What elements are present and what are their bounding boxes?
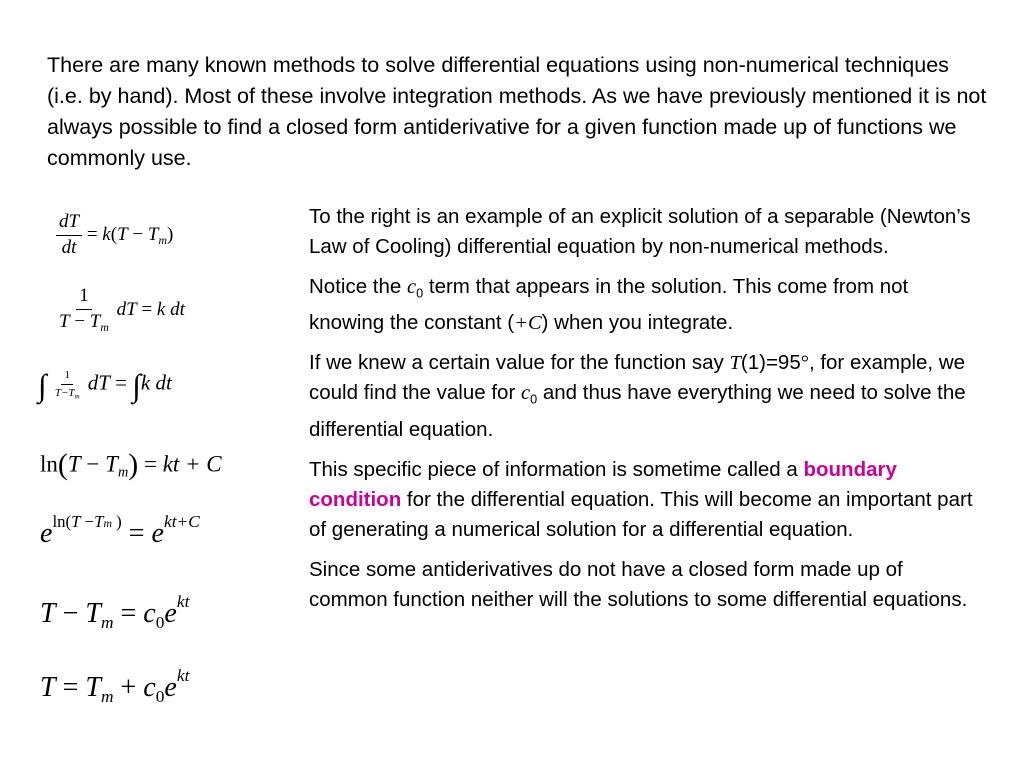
equation-6: $T - T_m = c_0e^{kt}$ (40, 592, 190, 632)
equation-2: $\frac{1}{T - T_m}$ dT = k dt (59, 285, 185, 334)
equation-1: $\frac{dT}{dt}$ = $k(T - T_m)$ (56, 212, 173, 259)
paragraph-example: To the right is an example of an explicit solution of a separable (Newton’s Law of Cooling) differential equation by non-numerical methods. (309, 205, 971, 258)
paragraph-known-value: If we knew a certain value for the function say T(1)=95°, for example, we could find the value for $c_0$ and thus have everything we need to solve the differential equation. (309, 351, 966, 441)
equation-column (0, 0, 300, 768)
equation-3: ∫ $\frac{1}{T-T_m}$ dT = ∫k dt (38, 368, 172, 403)
explanation-column (309, 202, 974, 625)
boundary-condition-term: boundary condition (309, 457, 897, 511)
paragraph-boundary-condition: This specific piece of information is sometime called a boundary condition for the differential equation. This will become an important part of generating a numerical solution for a differential equation. (309, 457, 973, 541)
intro-paragraph: There are many known methods to solve differential equations using non-numerical techniques (i.e. by hand). Most of these involve integration methods. As we have previously mentioned it is not always possible to find a closed form antiderivative for a given function made up of functions we commonly use. (47, 53, 987, 170)
paragraph-closing: Since some antiderivatives do not have a closed form made up of common function neither will the solutions to some differential equations. (309, 557, 968, 611)
equation-5: $e^{ln(T -Tm )} = e^{kt+C}$ (40, 512, 200, 549)
equation-7: $T = T_m + c_0e^{kt}$ (40, 666, 190, 706)
paragraph-c0-term: Notice the $c_0$ term that appears in the solution. This come from not knowing the constant (+C) when you integrate. (309, 275, 909, 335)
equation-4: $\ln(T - T_m)$ = kt + C (40, 448, 222, 481)
